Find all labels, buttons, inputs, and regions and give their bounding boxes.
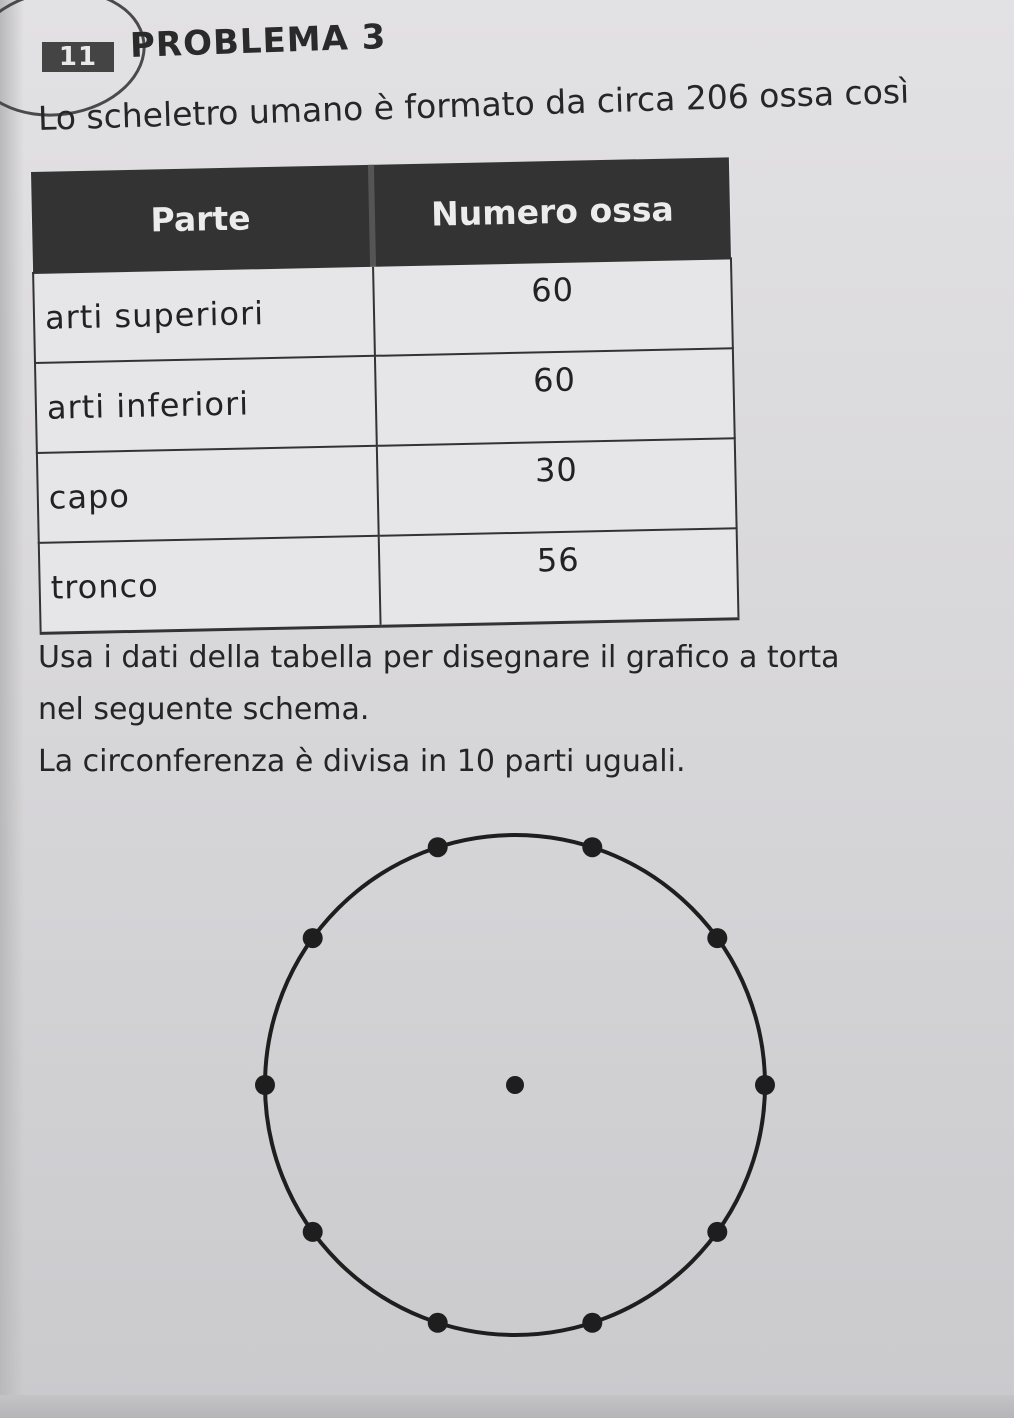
column-header-part: Parte bbox=[31, 165, 373, 273]
problem-title: PROBLEMA 3 bbox=[129, 17, 387, 66]
problem-number-badge: 11 bbox=[42, 42, 114, 72]
bones-table bbox=[30, 157, 740, 635]
table-row bbox=[35, 348, 735, 453]
page-margin-shadow bbox=[0, 0, 24, 1418]
table-cell-count: 60 bbox=[375, 348, 735, 445]
division-point bbox=[428, 837, 448, 857]
division-point bbox=[582, 837, 602, 857]
division-point bbox=[428, 1313, 448, 1333]
table-cell-part: arti inferiori bbox=[35, 356, 377, 453]
table-cell-count: 30 bbox=[377, 438, 737, 535]
table-row bbox=[37, 438, 737, 543]
table-header-row bbox=[31, 157, 731, 273]
bones-table-container bbox=[30, 157, 740, 635]
table-cell-part: tronco bbox=[39, 536, 381, 634]
table-cell-count: 56 bbox=[379, 528, 739, 626]
division-point bbox=[582, 1313, 602, 1333]
instructions-text bbox=[38, 632, 998, 788]
division-point bbox=[255, 1075, 275, 1095]
table-cell-part: capo bbox=[37, 446, 379, 543]
divided-circle-diagram bbox=[250, 820, 810, 1360]
division-point bbox=[707, 928, 727, 948]
instructions-line-2: nel seguente schema. bbox=[38, 692, 370, 727]
table-row bbox=[33, 258, 733, 363]
center-point bbox=[506, 1076, 524, 1094]
division-point bbox=[303, 928, 323, 948]
intro-line-1: Lo scheletro umano è formato da circa 206 ossa così bbox=[37, 71, 910, 138]
table-cell-part: arti superiori bbox=[33, 266, 375, 363]
division-point bbox=[303, 1222, 323, 1242]
column-header-count: Numero ossa bbox=[371, 157, 731, 265]
instructions-line-3: La circonferenza è divisa in 10 parti uguali. bbox=[38, 744, 686, 779]
division-point bbox=[707, 1222, 727, 1242]
table-cell-count: 60 bbox=[373, 258, 733, 355]
table-row bbox=[39, 528, 739, 633]
instructions-line-1: Usa i dati della tabella per disegnare il grafico a torta bbox=[38, 640, 840, 675]
division-point bbox=[755, 1075, 775, 1095]
page-bottom-edge bbox=[0, 1395, 1014, 1418]
